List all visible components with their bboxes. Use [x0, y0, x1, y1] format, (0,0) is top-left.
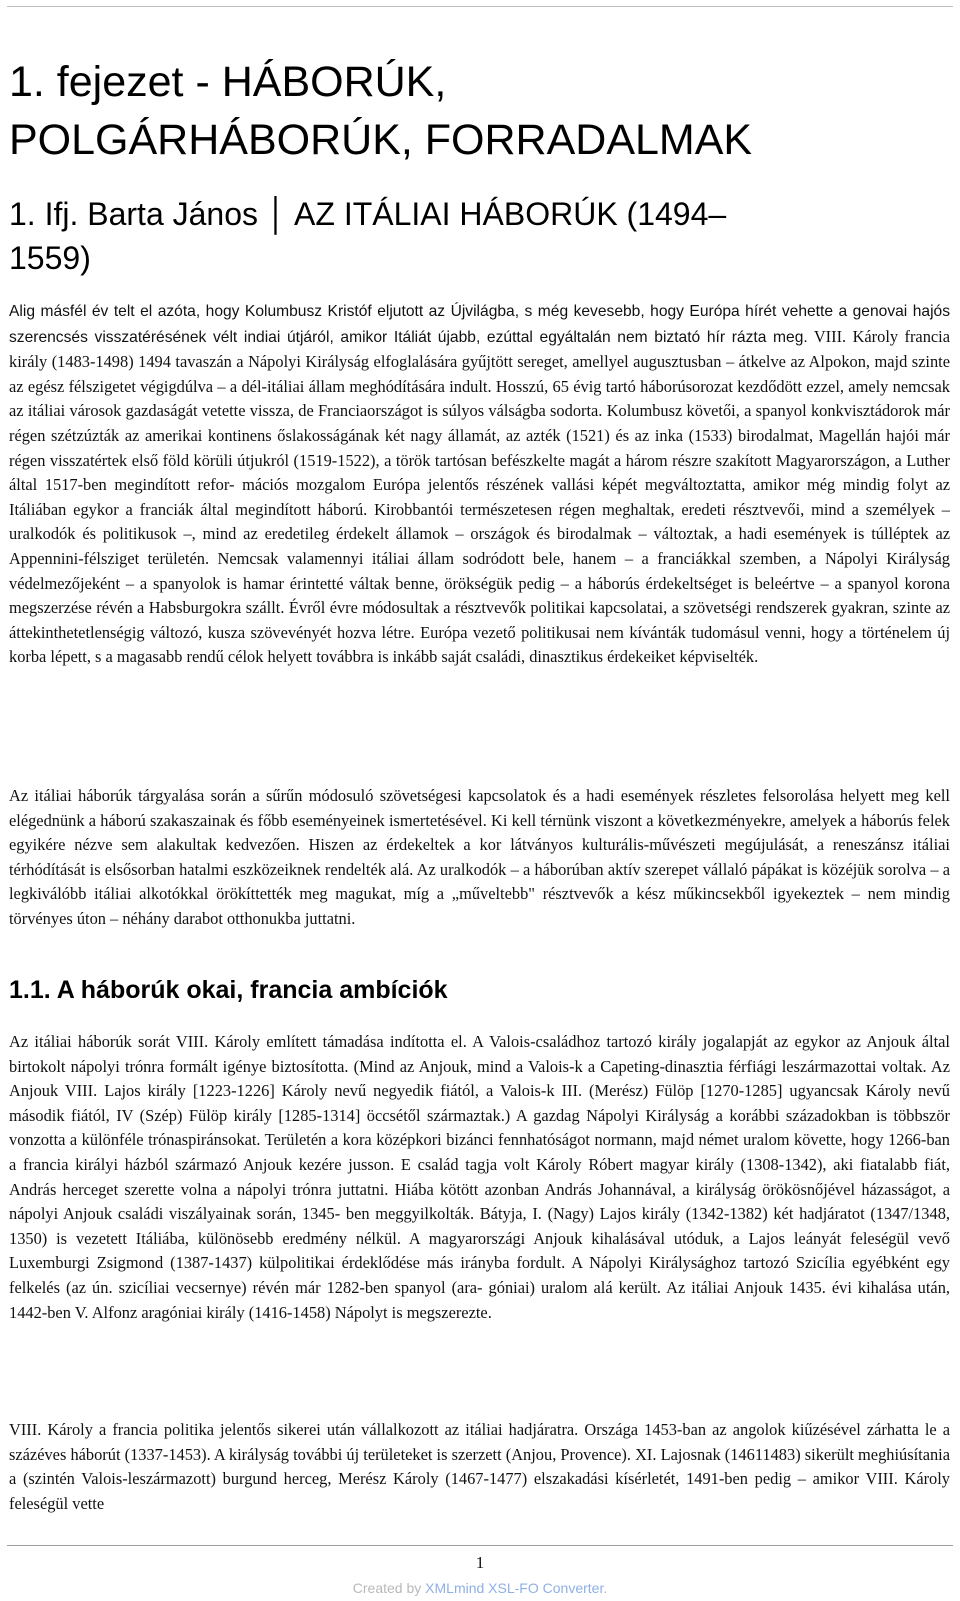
paragraph-1-serif-run: VIII. Károly francia király (1483-1498) 1494 tavaszán a Nápolyi Királyság elfoglalására gyűjtött sereget, amellyel augusztusban – átkelve az Alpokon, majd szinte az egész félszigetet végigdúlva – a dél-itáliai állam meghódítására indult. Hosszú, 65 évig tartó háborúsorozat kezdődött ezzel, amely nemcsak az itáliai városok gazdaságát vetette vissza, de Franciaországot is súlyos válságba sodorta. Kolumbusz követői, a spanyol konkvisztádorok már régen szétzúzták az amerikai kontinens őslakosságának két nagy államát, az azték (1521) és az inka (1533) birodalmat, Magellán hajói már régen visszatértek első föld körüli útjukról (1519-1522), a török tartósan befészkelte magát a három részre szakított Magyarországon, a Luther által 1517-ben megindított refor- mációs mozgalom Európa jelentős részének vallási képét megváltoztatta, amikor még mindig folyt az Itáliában egykor a franciák által megindított háború. Kirobbantói természetesen régen meghaltak, eredeti résztvevői, mind a személyek – uralkodók és politikusok –, mind az eredetileg érdekelt államok – országok és birodalmak – változtak, a hadi események is túlléptek az Appennini-félsziget területén. Nemcsak valamennyi itáliai állam sodródott bele, hanem – a franciákkal szemben, a Nápolyi Királyság védelmezőjeként – a spanyolok is hamar érintetté váltak benne, örökségük pedig – a háborús érdekeltséget is beleértve – a spanyol korona megszerzése révén a Habsburgokra szállt. Évről évre módosultak a résztvevők politikai kapcsolatai, a szövetségi rendszerek gyakran, szinte az áttekinthetetlenségig változó, kusza szövevényét hozva létre. Európa vezető politikusai nem kívánták tudomásul venni, hogy a történelem új korba lépett, s a magasabb rendű célok helyett továbbra is inkább saját családi, dinasztikus érdekeiket képviselték. — [9, 326, 950, 667]
footer-rule — [7, 1545, 953, 1546]
paragraph-3: Az itáliai háborúk sorát VIII. Károly említett támadása indította el. A Valois-családhoz tartozó király jogalapját az egykor az Anjouk által birtokolt nápolyi trónra formált igénye biztosította. (Mind az Anjouk, mind a Valois-k a Capeting-dinasztia férfiági leszármazottai voltak. Az Anjouk VIII. Lajos király [1223-1226] Károly nevű negyedik fiától, a Valois-k III. (Merész) Fülöp [1270-1285] ugyancsak Károly nevű második fiától, IV (Szép) Fülöp király [1285-1314] öccsétől származtak.) A gazdag Nápolyi Királyság a korábbi századokban is többször vonzotta a különféle trónaspiránsokat. Területén a kora középkori bizánci fennhatóságot normann, majd német uralom követte, hogy 1266-ban a francia királyi házból származó Anjouk kezére jusson. E család tagja volt Károly Róbert magyar király (1308-1342), aki fiatalabb fiát, András herceget szerette volna a nápolyi trónra juttatni. Hiába kötött azonban András Johannával, a királyság örökösnőjével házasságot, a nápolyi Anjouk családi viszályainak során, 1345- ben meggyilkolták. Bátyja, I. (Nagy) Lajos király (1342-1382) két hadjáratot (1347/1348, 1350) is vezetett Itáliába, különösebb eredmény nélkül. A magyarországi Anjouk kihalásával utóduk, a Lajos leányát feleségül vevő Luxemburgi Zsigmond (1387-1437) külpolitikai érdeklődése más irányba fordult. A Nápolyi Királysághoz tartozó Szicília egyébként egy felkelés (az ún. szicíliai vecsernye) révén már 1282-ben spanyol (ara- góniai) uralom alá került. Az itáliai Anjouk 1435. évi kihalása után, 1442-ben V. Alfonz aragóniai király (1416-1458) Nápolyt is megszerezte. — [9, 1032, 950, 1322]
section-title-line-2: 1559) — [9, 240, 91, 276]
chapter-title — [9, 53, 949, 169]
top-rule — [7, 6, 953, 7]
converter-link[interactable]: XMLmind XSL-FO Converter — [425, 1580, 604, 1596]
page-number: 1 — [475, 1553, 485, 1572]
chapter-title-line-1: 1. fejezet - HÁBORÚK, — [9, 58, 447, 106]
creator-credit — [0, 1578, 960, 1598]
paragraph-2: Az itáliai háborúk tárgyalása során a sűrűn módosuló szövetségesi kapcsolatok és a hadi események részletes felsorolása helyett meg kell elégednünk a háború szakaszainak és főbb eseményeinek ismertetésével. Ki kell térnünk viszont a következményekre, amelyek a háborús felek egyikére nézve sem alakultak kedvezően. Hiszen az érdekeltek a kor látványos kulturális-művészeti megújulását, a reneszánsz itáliai térhódítását is elsősorban hatalmi eszközeiknek rendelték alá. Az uralkodók – a háborúban aktív szerepet vállaló pápákat is közéjük sorolva – a legkiválóbb itáliai alkotókkal örökíttették meg magukat, míg a „műveltebb" résztvevők a kész műkincsekből igyekeztek – nem mindig törvényes úton – néhány darabot otthonukba juttatni. — [9, 786, 950, 928]
section-title — [9, 192, 949, 280]
creator-credit-prefix: Created by — [352, 1580, 426, 1596]
paragraph-1-sans-run: Alig másfél év telt el azóta, hogy Kolumbusz Kristóf eljutott az Újvilágba, s még kevesebb, hogy Európa hírét vehette a genovai hajós szerencsés visszatérésének vélt indiai útjáról, amikor Itáliát újabb, ezúttal egyáltalán nem biztató hír rázta meg. — [9, 303, 950, 346]
section-title-line-1: 1. Ifj. Barta János │ AZ ITÁLIAI HÁBORÚK (1494– — [9, 196, 727, 232]
chapter-title-line-2: POLGÁRHÁBORÚK, FORRADALMAK — [9, 116, 753, 164]
creator-credit-period: . — [603, 1580, 608, 1596]
paragraph-4: VIII. Károly a francia politika jelentős sikerei után vállalkozott az itáliai hadjáratra. Országa 1453-ban az angolok kiűzésével zárhatta le a százéves háborút (1337-1453). A királyság további új területeket is szerzett (Anjou, Provence). XI. Lajosnak (14611483) sikerült meghiúsítania a (szintén Valois-leszármazott) burgund herceg, Merész Károly (1467-1477) elszakadási kísérletét, 1491-ben pedig – amikor VIII. Károly feleségül vette — [9, 1420, 950, 1513]
subsection-title: 1.1. A háborúk okai, francia ambíciók — [9, 976, 448, 1004]
paragraph-1 — [9, 299, 950, 670]
